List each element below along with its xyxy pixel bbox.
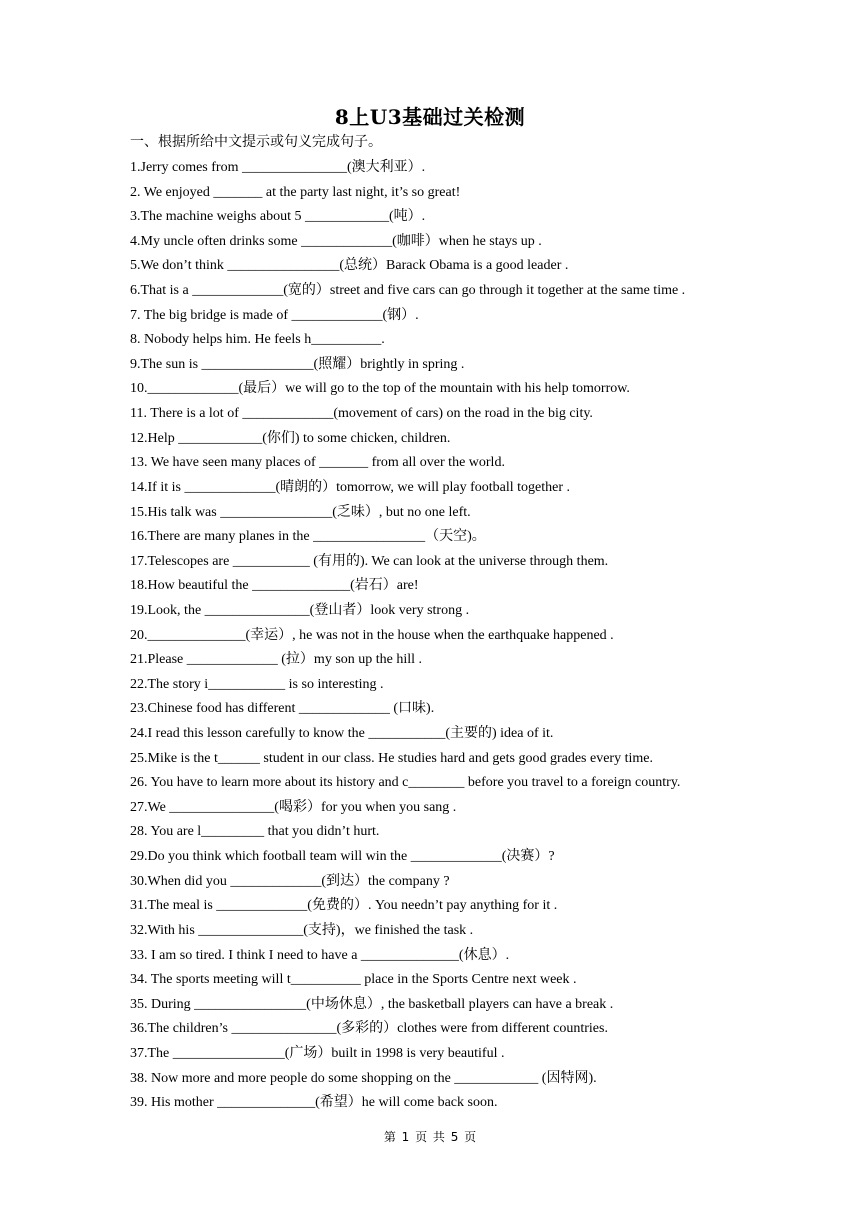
page-footer: 第 1 页 共 5 页 [383, 1130, 477, 1144]
question-item: 19.Look, the _______________(登山者）look very strong . [130, 602, 470, 618]
question-item: 17.Telescopes are ___________ (有用的). We can look at the universe through them. [130, 553, 609, 569]
question-item: 29.Do you think which football team will win the _____________(决赛）? [130, 849, 555, 865]
question-item: 28. You are l_________ that you didn’t hurt. [130, 824, 380, 840]
question-item: 15.His talk was ________________(乏味）, but no one left. [130, 504, 471, 520]
question-item: 13. We have seen many places of _______ from all over the world. [130, 455, 505, 471]
question-item: 7. The big bridge is made of _____________(钢）. [130, 307, 419, 323]
question-item: 36.The children’s _______________(多彩的）clothes were from different countries. [130, 1021, 608, 1037]
question-item: 39. His mother ______________(希望）he will come back soon. [130, 1095, 498, 1111]
question-item: 34. The sports meeting will t__________ place in the Sports Centre next week . [130, 972, 577, 988]
question-item: 33. I am so tired. I think I need to have a ______________(休息）. [130, 947, 510, 963]
question-item: 5.We don’t think ________________(总统）Barack Obama is a good leader . [130, 258, 569, 274]
question-item: 2. We enjoyed _______ at the party last night, it’s so great! [130, 184, 461, 200]
question-list [130, 156, 740, 1116]
question-item: 26. You have to learn more about its history and c________ before you travel to a foreign country. [130, 775, 681, 791]
question-item: 3.The machine weighs about 5 ____________(吨）. [130, 209, 426, 225]
question-item: 8. Nobody helps him. He feels h__________. [130, 332, 385, 348]
question-item: 11. There is a lot of _____________(movement of cars) on the road in the big city. [130, 406, 593, 422]
question-item: 31.The meal is _____________(免费的）. You needn’t pay anything for it . [130, 898, 558, 914]
question-item: 14.If it is _____________(晴朗的）tomorrow, we will play football together . [130, 479, 571, 495]
question-item: 35. During ________________(中场休息）, the basketball players can have a break . [130, 996, 614, 1012]
question-item: 16.There are many planes in the ________________（天空)。 [130, 529, 486, 545]
section-heading: 一、根据所给中文提示或句义完成句子。 [130, 134, 382, 150]
page-title: 8上U3基础过关检测 [334, 105, 526, 129]
question-item: 1.Jerry comes from _______________(澳大利亚）. [130, 160, 426, 175]
question-item: 32.With his _______________(支持)，we finished the task . [130, 922, 474, 938]
question-item: 20.______________(幸运）, he was not in the house when the earthquake happened . [130, 627, 614, 643]
question-item: 21.Please _____________ (拉）my son up the hill . [130, 652, 423, 668]
question-item: 22.The story i___________ is so interesting . [130, 676, 384, 692]
question-item: 23.Chinese food has different _____________ (口味). [130, 701, 435, 717]
question-item: 24.I read this lesson carefully to know the ___________(主要的) idea of it. [130, 726, 554, 742]
question-item: 27.We _______________(喝彩）for you when you sang . [130, 799, 457, 815]
question-item: 10._____________(最后）we will go to the top of the mountain with his help tomorrow. [130, 381, 630, 397]
question-item: 18.How beautiful the ______________(岩石）are! [130, 578, 419, 594]
question-item: 25.Mike is the t______ student in our class. He studies hard and gets good grades every time. [130, 750, 653, 766]
question-item: 37.The ________________(广场）built in 1998 is very beautiful . [130, 1045, 505, 1061]
question-item: 9.The sun is ________________(照耀）brightly in spring . [130, 356, 465, 372]
question-item: 30.When did you _____________(到达）the company ? [130, 873, 450, 889]
question-item: 12.Help ____________(你们) to some chicken, children. [130, 430, 451, 446]
question-item: 38. Now more and more people do some shopping on the ____________ (因特网). [130, 1070, 597, 1086]
question-item: 4.My uncle often drinks some _____________(咖啡）when he stays up . [130, 233, 542, 249]
question-item: 6.That is a _____________(宽的）street and five cars can go through it together at the same time . [130, 283, 686, 299]
